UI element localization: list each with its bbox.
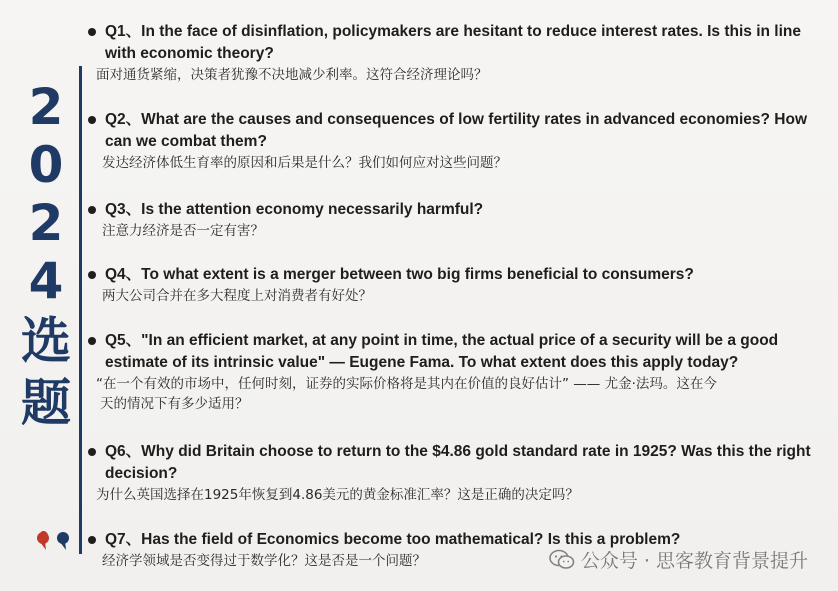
question-zh: 为什么英国选择在1925年恢复到4.86美元的黄金标准汇率？这是正确的决定吗？ [96, 487, 579, 503]
quote-marks-icon [36, 528, 76, 552]
question-item-q5 [88, 330, 828, 414]
year-char: 0 [28, 136, 64, 194]
vertical-divider [79, 66, 82, 554]
question-zh-continued: 天的情况下有多少适用？ [100, 396, 249, 412]
year-char: 2 [28, 194, 64, 252]
question-zh: 经济学领域是否变得过于数学化？这是否是一个问题？ [102, 553, 426, 569]
question-zh: 两大公司合并在多大程度上对消费者有好处？ [102, 288, 372, 304]
year-char: 4 [28, 252, 64, 310]
question-en: Q1、In the face of disinflation, policymakers are hesitant to reduce interest rates. Is this in line with economic theory? [88, 21, 828, 65]
wechat-icon [549, 549, 575, 571]
question-en: Q3、Is the attention economy necessarily harmful? [88, 199, 828, 221]
question-zh: 注意力经济是否一定有害？ [102, 223, 264, 239]
question-item-q2 [88, 109, 828, 173]
title-char: 题 [21, 374, 71, 432]
question-en: Q5、"In an efficient market, at any point in time, the actual price of a security will be a good estimate of its intrinsic value" — Eugene Fama. To what extent does this apply today? [88, 330, 828, 374]
question-en: Q6、Why did Britain choose to return to the $4.86 gold standard rate in 1925? Was this the right decision? [88, 441, 828, 485]
year-char: 2 [28, 78, 64, 136]
watermark-text: 公众号 · 思客教育背景提升 [580, 550, 808, 572]
question-en: Q7、Has the field of Economics become too mathematical? Is this a problem? [88, 529, 828, 551]
question-en: Q4、To what extent is a merger between two big firms beneficial to consumers? [88, 264, 828, 286]
title-char: 选 [21, 312, 71, 370]
question-zh: “在一个有效的市场中，任何时刻，证券的实际价格将是其内在价值的良好估计” —— 尤金·法玛。这在今 [96, 376, 717, 392]
question-item-q6 [88, 441, 828, 505]
watermark [549, 546, 808, 573]
question-en: Q2、What are the causes and consequences of low fertility rates in advanced economies? How can we combat them? [88, 109, 828, 153]
question-zh: 面对通货紧缩，决策者犹豫不决地减少利率。这符合经济理论吗？ [96, 67, 488, 83]
question-item-q1 [88, 21, 828, 85]
question-item-q4 [88, 264, 828, 306]
year-title [14, 78, 78, 434]
question-item-q3 [88, 199, 828, 241]
question-zh: 发达经济体低生育率的原因和后果是什么？我们如何应对这些问题？ [102, 155, 507, 171]
